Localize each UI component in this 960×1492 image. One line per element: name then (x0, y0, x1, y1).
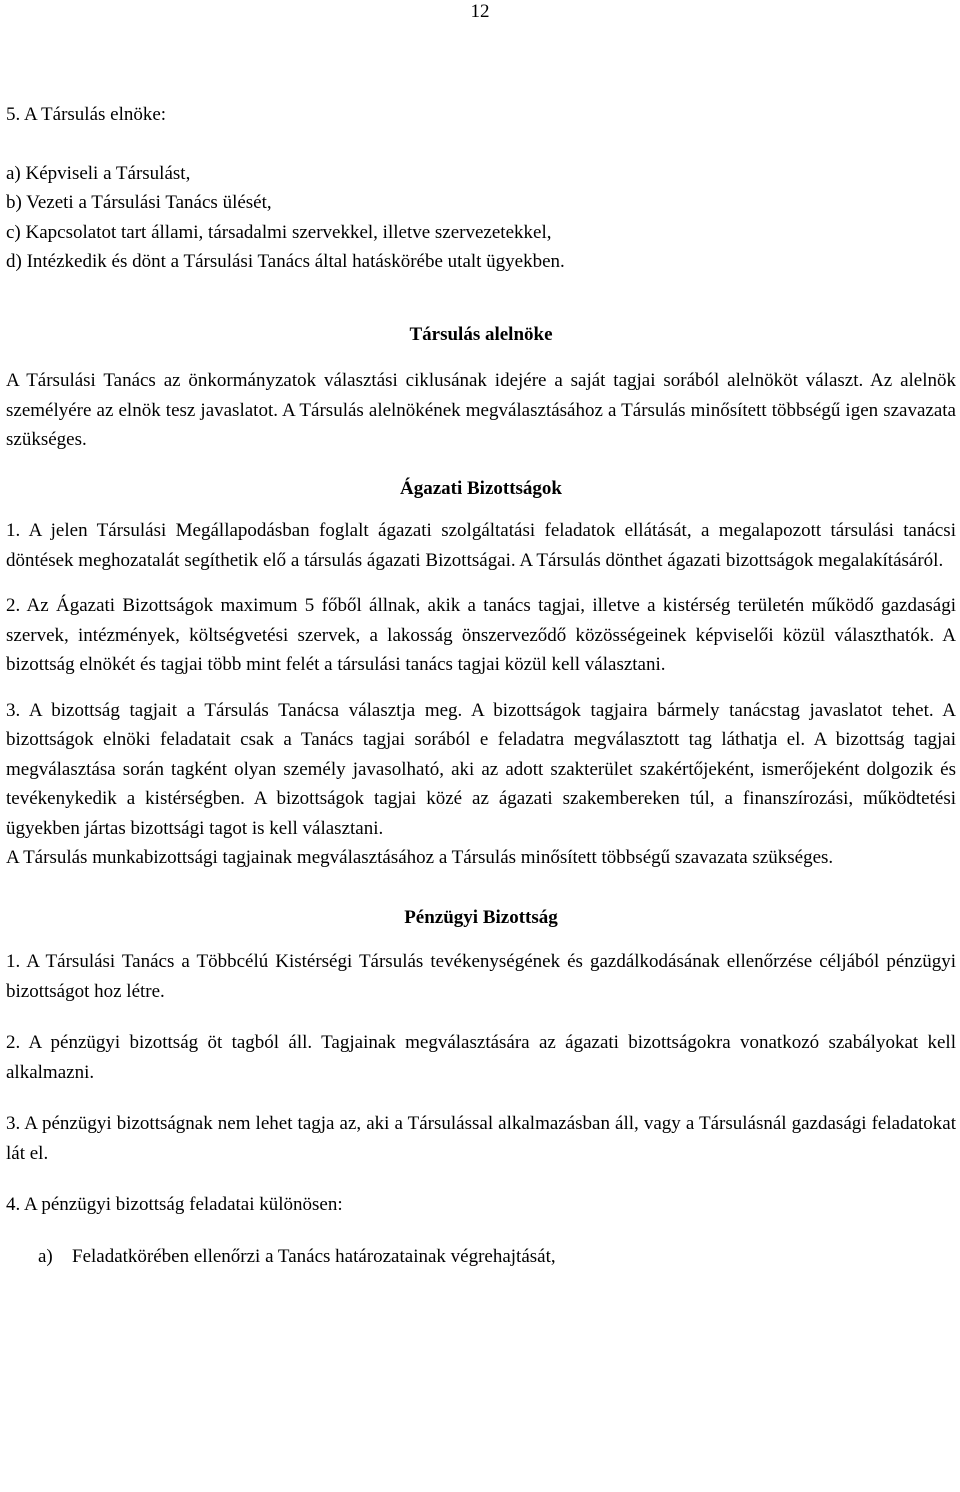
penzugyi-paragraph-3: 3. A pénzügyi bizottságnak nem lehet tagja az, aki a Társulással alkalmazásban áll, vagy a Társulásnál gazdasági feladatokat lát el. (6, 1113, 956, 1164)
heading-penzugyi-bizottsag: Pénzügyi Bizottság (404, 906, 558, 928)
penzugyi-paragraph-2: 2. A pénzügyi bizottság öt tagból áll. Tagjainak megválasztására az ágazati bizottságokra vonatkozó szabályokat kell alkalmazni. (6, 1032, 956, 1083)
section5-item-b: b) Vezeti a Társulási Tanács ülését, (6, 192, 272, 213)
document-content (6, 100, 956, 1271)
alelnok-paragraph: A Társulási Tanács az önkormányzatok választási ciklusának idejére a saját tagjai sorából alelnököt választ. Az alelnök személyére az elnök tesz javaslatot. A Társulás alelnökének megválasztásához a Társulás minősített többségű igen szavazata szükséges. (6, 370, 956, 450)
penzugyi-list-item-a (6, 1242, 956, 1272)
agazati-paragraph-2: 2. Az Ágazati Bizottságok maximum 5 főből állnak, akik a tanács tagjai, illetve a kistérség területén működő gazdasági szervek, intézmények, költségvetési szervek, a lakosság önszerveződő közösségeinek képviselői közül választhatók. A bizottság elnökét és tagjai több mint felét a társulási tanács tagjai közül kell választani. (6, 595, 956, 675)
penzugyi-paragraph-1: 1. A Társulási Tanács a Többcélú Kistérségi Társulás tevékenységének és gazdálkodásának ellenőrzése céljából pénzügyi bizottságot hoz létre. (6, 951, 956, 1002)
agazati-paragraph-4: A Társulás munkabizottsági tagjainak megválasztásához a Társulás minősített többségű szavazata szükséges. (6, 847, 834, 868)
section5-list (6, 159, 956, 277)
section5-title: 5. A Társulás elnöke: (6, 104, 167, 125)
section5-item-d: d) Intézkedik és dönt a Társulási Tanács által hatáskörébe utalt ügyekben. (6, 251, 565, 272)
section5-item-a: a) Képviseli a Társulást, (6, 162, 191, 184)
agazati-paragraph-3: 3. A bizottság tagjait a Társulás Tanácsa választja meg. A bizottságok tagjaira bármely tanácstag javaslatot tehet. A bizottságok elnöki feladatait csak a Tanács tagjai sorából e feladatra megválasztott tag láthatja el. A bizottság tagjai megválasztása során tagként olyan személy javasolható, aki az adott szakterület szakértőjeként, ismerőjeként dolgozik és tevékenykedik a kistérségben. A bizottságok tagjai közé az ágazati szakembereken túl, a finanszírozási, működtetési ügyekben jártas bizottsági tagot is kell választani. (6, 699, 956, 839)
heading-agazati-bizottsagok: Ágazati Bizottságok (399, 477, 562, 499)
penzugyi-paragraph-4: 4. A pénzügyi bizottság feladatai különösen: (6, 1194, 343, 1215)
agazati-paragraph-1: 1. A jelen Társulási Megállapodásban foglalt ágazati szolgáltatási feladatok ellátását, a megalapozott társulási tanácsi döntések meghozatalát segíthetik elő a társulás ágazati Bizottságai. A Társulás dönthet ágazati bizottságok megalakításáról. (6, 520, 956, 571)
list-marker-a: a) (38, 1245, 53, 1267)
list-text-a: Feladatkörében ellenőrzi a Tanács határozatainak végrehajtását, (72, 1245, 556, 1267)
section5-item-c: c) Kapcsolatot tart állami, társadalmi szervekkel, illetve szervezetekkel, (6, 221, 552, 243)
page-number: 12 (470, 1, 490, 22)
heading-alelnok: Társulás alelnöke (409, 323, 553, 345)
